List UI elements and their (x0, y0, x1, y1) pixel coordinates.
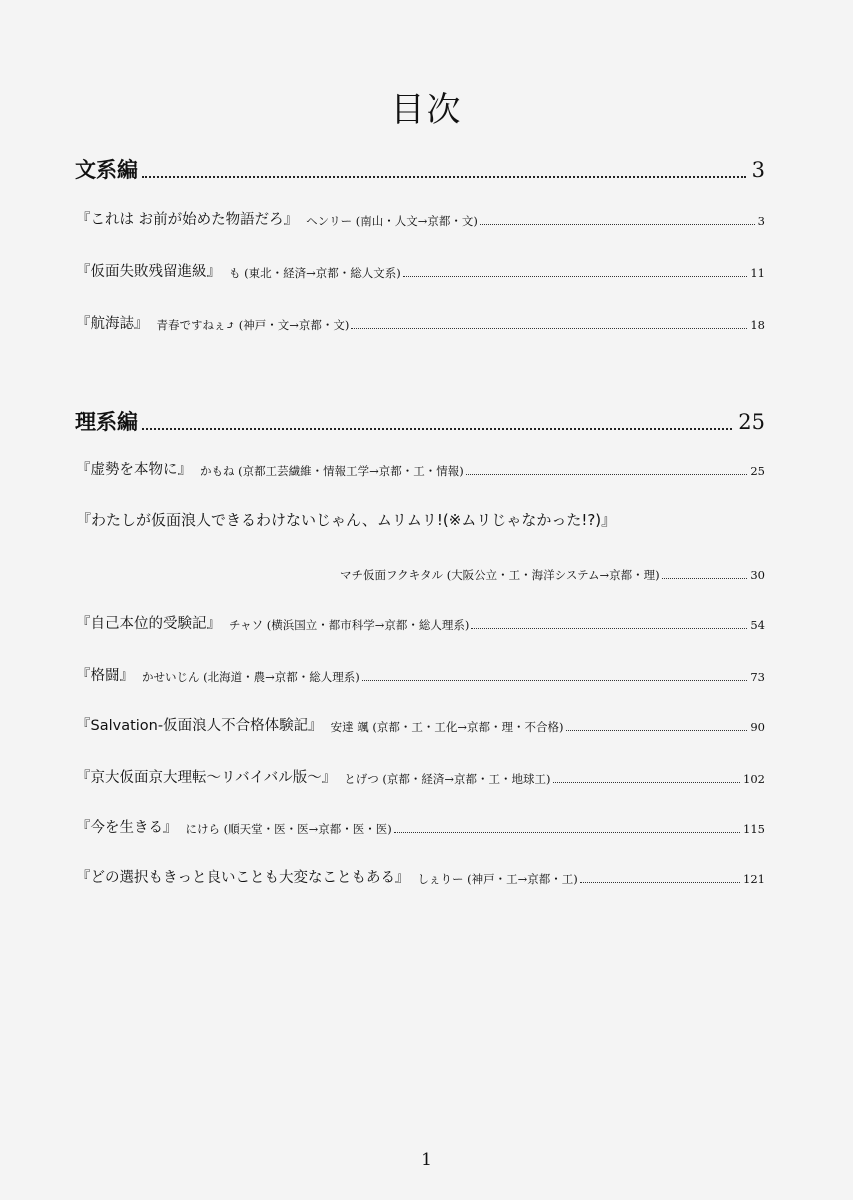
entry-title: 『虚勢を本物に』 (76, 462, 192, 478)
entry-author: 青春ですねぇ⤴ (神戸・文→京都・文) (156, 318, 350, 332)
entry-title: 『航海誌』 (76, 316, 149, 332)
entry-page-number: 3 (757, 214, 765, 228)
toc-entry (76, 862, 765, 888)
toc-entry (76, 308, 765, 334)
entry-title: 『わたしが仮面浪人できるわけないじゃん、ムリムリ!(※ムリじゃなかった!?)』 (76, 511, 617, 529)
toc-entry (76, 660, 765, 686)
entry-author: マチ仮面フクキタル (大阪公立・工・海洋システム→京都・理) (340, 568, 660, 582)
entry-author: かせいじん (北海道・農→京都・総人理系) (142, 670, 360, 684)
dot-leader (362, 680, 748, 681)
entry-author: とげつ (京都・経済→京都・工・地球工) (344, 772, 551, 786)
entry-title: 『Salvation-仮面浪人不合格体験記』 (76, 718, 323, 734)
toc-entry (76, 454, 765, 480)
entry-author: も (東北・経済→京都・総人文系) (229, 266, 401, 280)
dot-leader (403, 276, 748, 277)
entry-title: 『今を生きる』 (76, 820, 178, 836)
entry-page-number: 121 (743, 872, 765, 886)
section-heading-science (75, 400, 765, 436)
dot-leader (480, 224, 755, 225)
toc-entry (76, 812, 765, 838)
toc-entry (76, 762, 765, 788)
entry-page-number: 90 (750, 720, 765, 734)
entry-page-number: 115 (743, 822, 765, 836)
dot-leader (466, 474, 748, 475)
section-page-number: 25 (738, 410, 765, 434)
dot-leader (351, 328, 747, 329)
entry-title: 『格闘』 (76, 668, 134, 684)
dot-leader (662, 578, 748, 579)
toc-entry (76, 256, 765, 282)
section-page-number: 3 (751, 158, 765, 182)
entry-author: しぇりー (神戸・工→京都・工) (417, 872, 578, 886)
entry-page-number: 102 (743, 772, 765, 786)
dot-leader (566, 730, 748, 731)
entry-title: 『どの選択もきっと良いことも大変なこともある』 (76, 870, 410, 886)
toc-entry (76, 608, 765, 634)
dot-leader (580, 882, 740, 883)
entry-page-number: 18 (750, 318, 765, 332)
dot-leader (553, 782, 741, 783)
entry-page-number: 54 (750, 618, 765, 632)
toc-entry (340, 558, 765, 584)
entry-page-number: 30 (750, 568, 765, 582)
section-title: 文系編 (75, 158, 138, 182)
section-heading-humanities (75, 148, 765, 184)
entry-author: チャソ (横浜国立・都市科学→京都・総人理系) (229, 618, 470, 632)
toc-entry (76, 204, 765, 230)
entry-title: 『自己本位的受験記』 (76, 616, 221, 632)
page-number: 1 (421, 1150, 432, 1170)
dot-leader (471, 628, 747, 629)
entry-title: 『京大仮面京大理転〜リバイバル版〜』 (76, 770, 337, 786)
entry-page-number: 11 (750, 266, 765, 280)
dot-leader (142, 176, 746, 178)
section-title: 理系編 (75, 410, 138, 434)
toc-entry (76, 710, 765, 736)
entry-title: 『仮面失敗残留進級』 (76, 264, 221, 280)
entry-title: 『これは お前が始めた物語だろ』 (76, 212, 299, 228)
entry-author: かもね (京都工芸繊維・情報工学→京都・工・情報) (200, 464, 464, 478)
entry-author: にけら (順天堂・医・医→京都・医・医) (185, 822, 392, 836)
entry-author: ヘンリー (南山・人文→京都・文) (306, 214, 478, 228)
entry-page-number: 25 (750, 464, 765, 478)
dot-leader (142, 428, 732, 430)
entry-author: 安達 颯 (京都・工・工化→京都・理・不合格) (330, 720, 564, 734)
page-title: 目次 (390, 90, 463, 130)
dot-leader (394, 832, 740, 833)
entry-page-number: 73 (750, 670, 765, 684)
